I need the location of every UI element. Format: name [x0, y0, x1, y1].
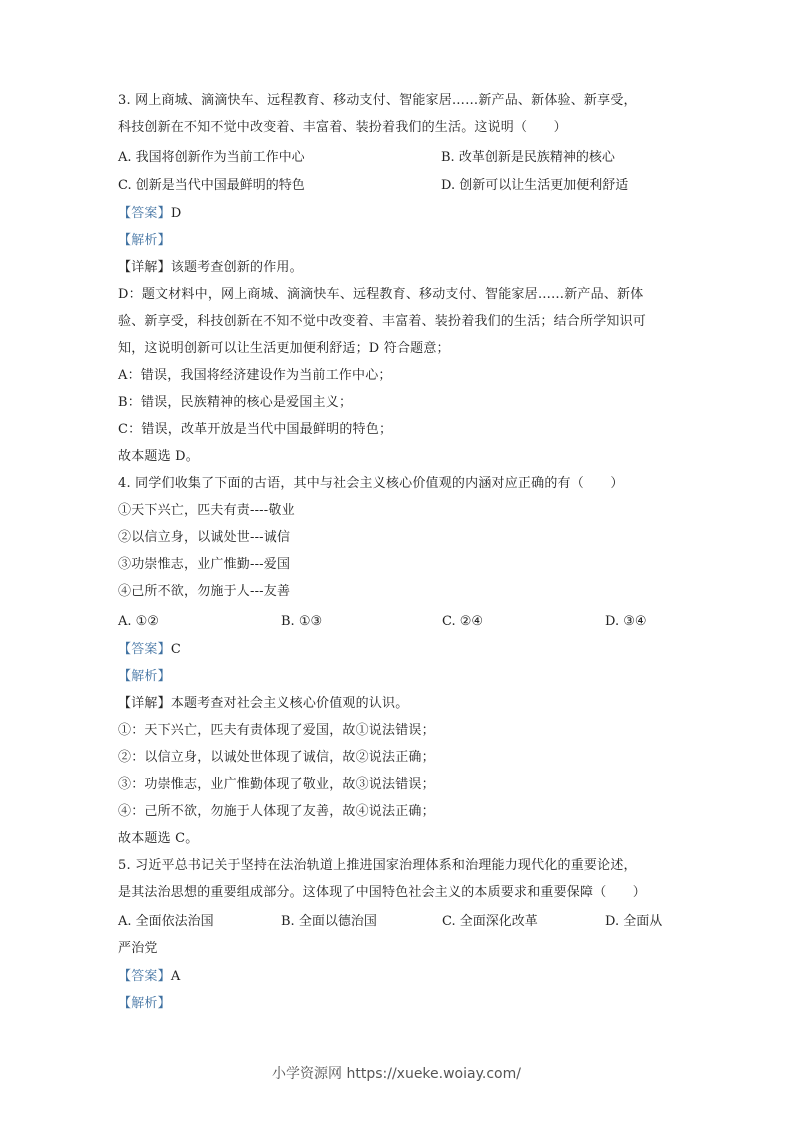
q4-detail — [118, 695, 408, 713]
answer-value: A — [170, 969, 181, 984]
q4-option-a: A. ①② — [118, 614, 159, 629]
q4-explanation-line: ②：以信立身，以诚处世体现了诚信，故②说法正确； — [118, 750, 435, 765]
detail-text: 本题考查对社会主义核心价值观的认识。 — [170, 696, 409, 711]
answer-label: 【答案】 — [118, 969, 171, 984]
q4-explanation-line: ③：功崇惟志，业广惟勤体现了敬业，故③说法错误； — [118, 777, 435, 792]
q3-detail — [118, 259, 303, 277]
q4-explanation-line: ④：己所不欲，勿施于人体现了友善，故④说法正确； — [118, 804, 435, 819]
q5-option-c: C. 全面深化改革 — [442, 914, 538, 929]
q3-explanation-line: 知，这说明创新可以让生活更加便利舒适；D 符合题意； — [118, 341, 450, 356]
q4-conclusion: 故本题选 C。 — [118, 831, 199, 846]
q3-explanation-line: C：错误，改革开放是当代中国最鲜明的特色； — [118, 422, 393, 437]
q3-option-d: D. 创新可以让生活更加便利舒适 — [441, 178, 629, 193]
q3-conclusion: 故本题选 D。 — [118, 449, 199, 464]
q3-option-a: A. 我国将创新作为当前工作中心 — [118, 150, 305, 165]
q4-item: ②以信立身，以诚处世---诚信 — [118, 530, 291, 545]
q3-explanation-line: A：错误，我国将经济建设作为当前工作中心； — [118, 368, 392, 383]
q4-option-c: C. ②④ — [442, 614, 484, 629]
q3-explanation-line: B：错误，民族精神的核心是爱国主义； — [118, 395, 353, 410]
detail-text: 该题考查创新的作用。 — [170, 260, 303, 275]
answer-label: 【答案】 — [118, 206, 171, 221]
answer-label: 【答案】 — [118, 642, 171, 657]
answer-value: D — [170, 206, 182, 221]
answer-value: C — [170, 642, 181, 657]
detail-label: 【详解】 — [118, 260, 171, 275]
q3-explanation-line: 验、新享受，科技创新在不知不觉中改变着、丰富着、装扮着我们的生活；结合所学知识可 — [118, 314, 647, 329]
q4-item: ④己所不欲，勿施于人---友善 — [118, 584, 291, 599]
q3-answer — [118, 205, 181, 223]
q4-analysis-label: 【解析】 — [118, 669, 171, 684]
q4-explanation-line: ①：天下兴亡，匹夫有责体现了爱国，故①说法错误； — [118, 723, 435, 738]
q3-option-c: C. 创新是当代中国最鲜明的特色 — [118, 178, 305, 193]
detail-label: 【详解】 — [118, 696, 171, 711]
q3-stem-line1: 3. 网上商城、滴滴快车、远程教育、移动支付、智能家居……新产品、新体验、新享受， — [118, 93, 637, 108]
q3-analysis-label: 【解析】 — [118, 233, 171, 248]
q4-stem: 4. 同学们收集了下面的古语，其中与社会主义核心价值观的内涵对应正确的有（ ） — [118, 476, 624, 491]
q5-option-d: D. 全面从 — [605, 914, 663, 929]
q5-stem-line1: 5. 习近平总书记关于坚持在法治轨道上推进国家治理体系和治理能力现代化的重要论述， — [118, 858, 637, 873]
q5-stem-line2: 是其法治思想的重要组成部分。这体现了中国特色社会主义的本质要求和重要保障（ ） — [118, 885, 647, 900]
q5-analysis-label: 【解析】 — [118, 996, 171, 1011]
q3-stem-line2: 科技创新在不知不觉中改变着、丰富着、装扮着我们的生活。这说明（ ） — [118, 120, 567, 135]
q3-explanation-line: D：题文材料中，网上商城、滴滴快车、远程教育、移动支付、智能家居……新产品、新体 — [118, 287, 644, 302]
q5-option-a: A. 全面依法治国 — [118, 914, 214, 929]
q4-answer — [118, 641, 181, 659]
footer-watermark: 小学资源网 https://xueke.woiay.com/ — [272, 1066, 521, 1082]
q4-item: ③功崇惟志，业广惟勤---爱国 — [118, 557, 291, 572]
q4-option-b: B. ①③ — [281, 614, 323, 629]
q4-option-d: D. ③④ — [605, 614, 647, 629]
q5-answer — [118, 968, 180, 986]
q4-item: ①天下兴亡，匹夫有责----敬业 — [118, 503, 295, 518]
q5-option-b: B. 全面以德治国 — [281, 914, 377, 929]
q3-option-b: B. 改革创新是民族精神的核心 — [441, 150, 615, 165]
q5-option-d-wrap: 严治党 — [118, 941, 158, 956]
